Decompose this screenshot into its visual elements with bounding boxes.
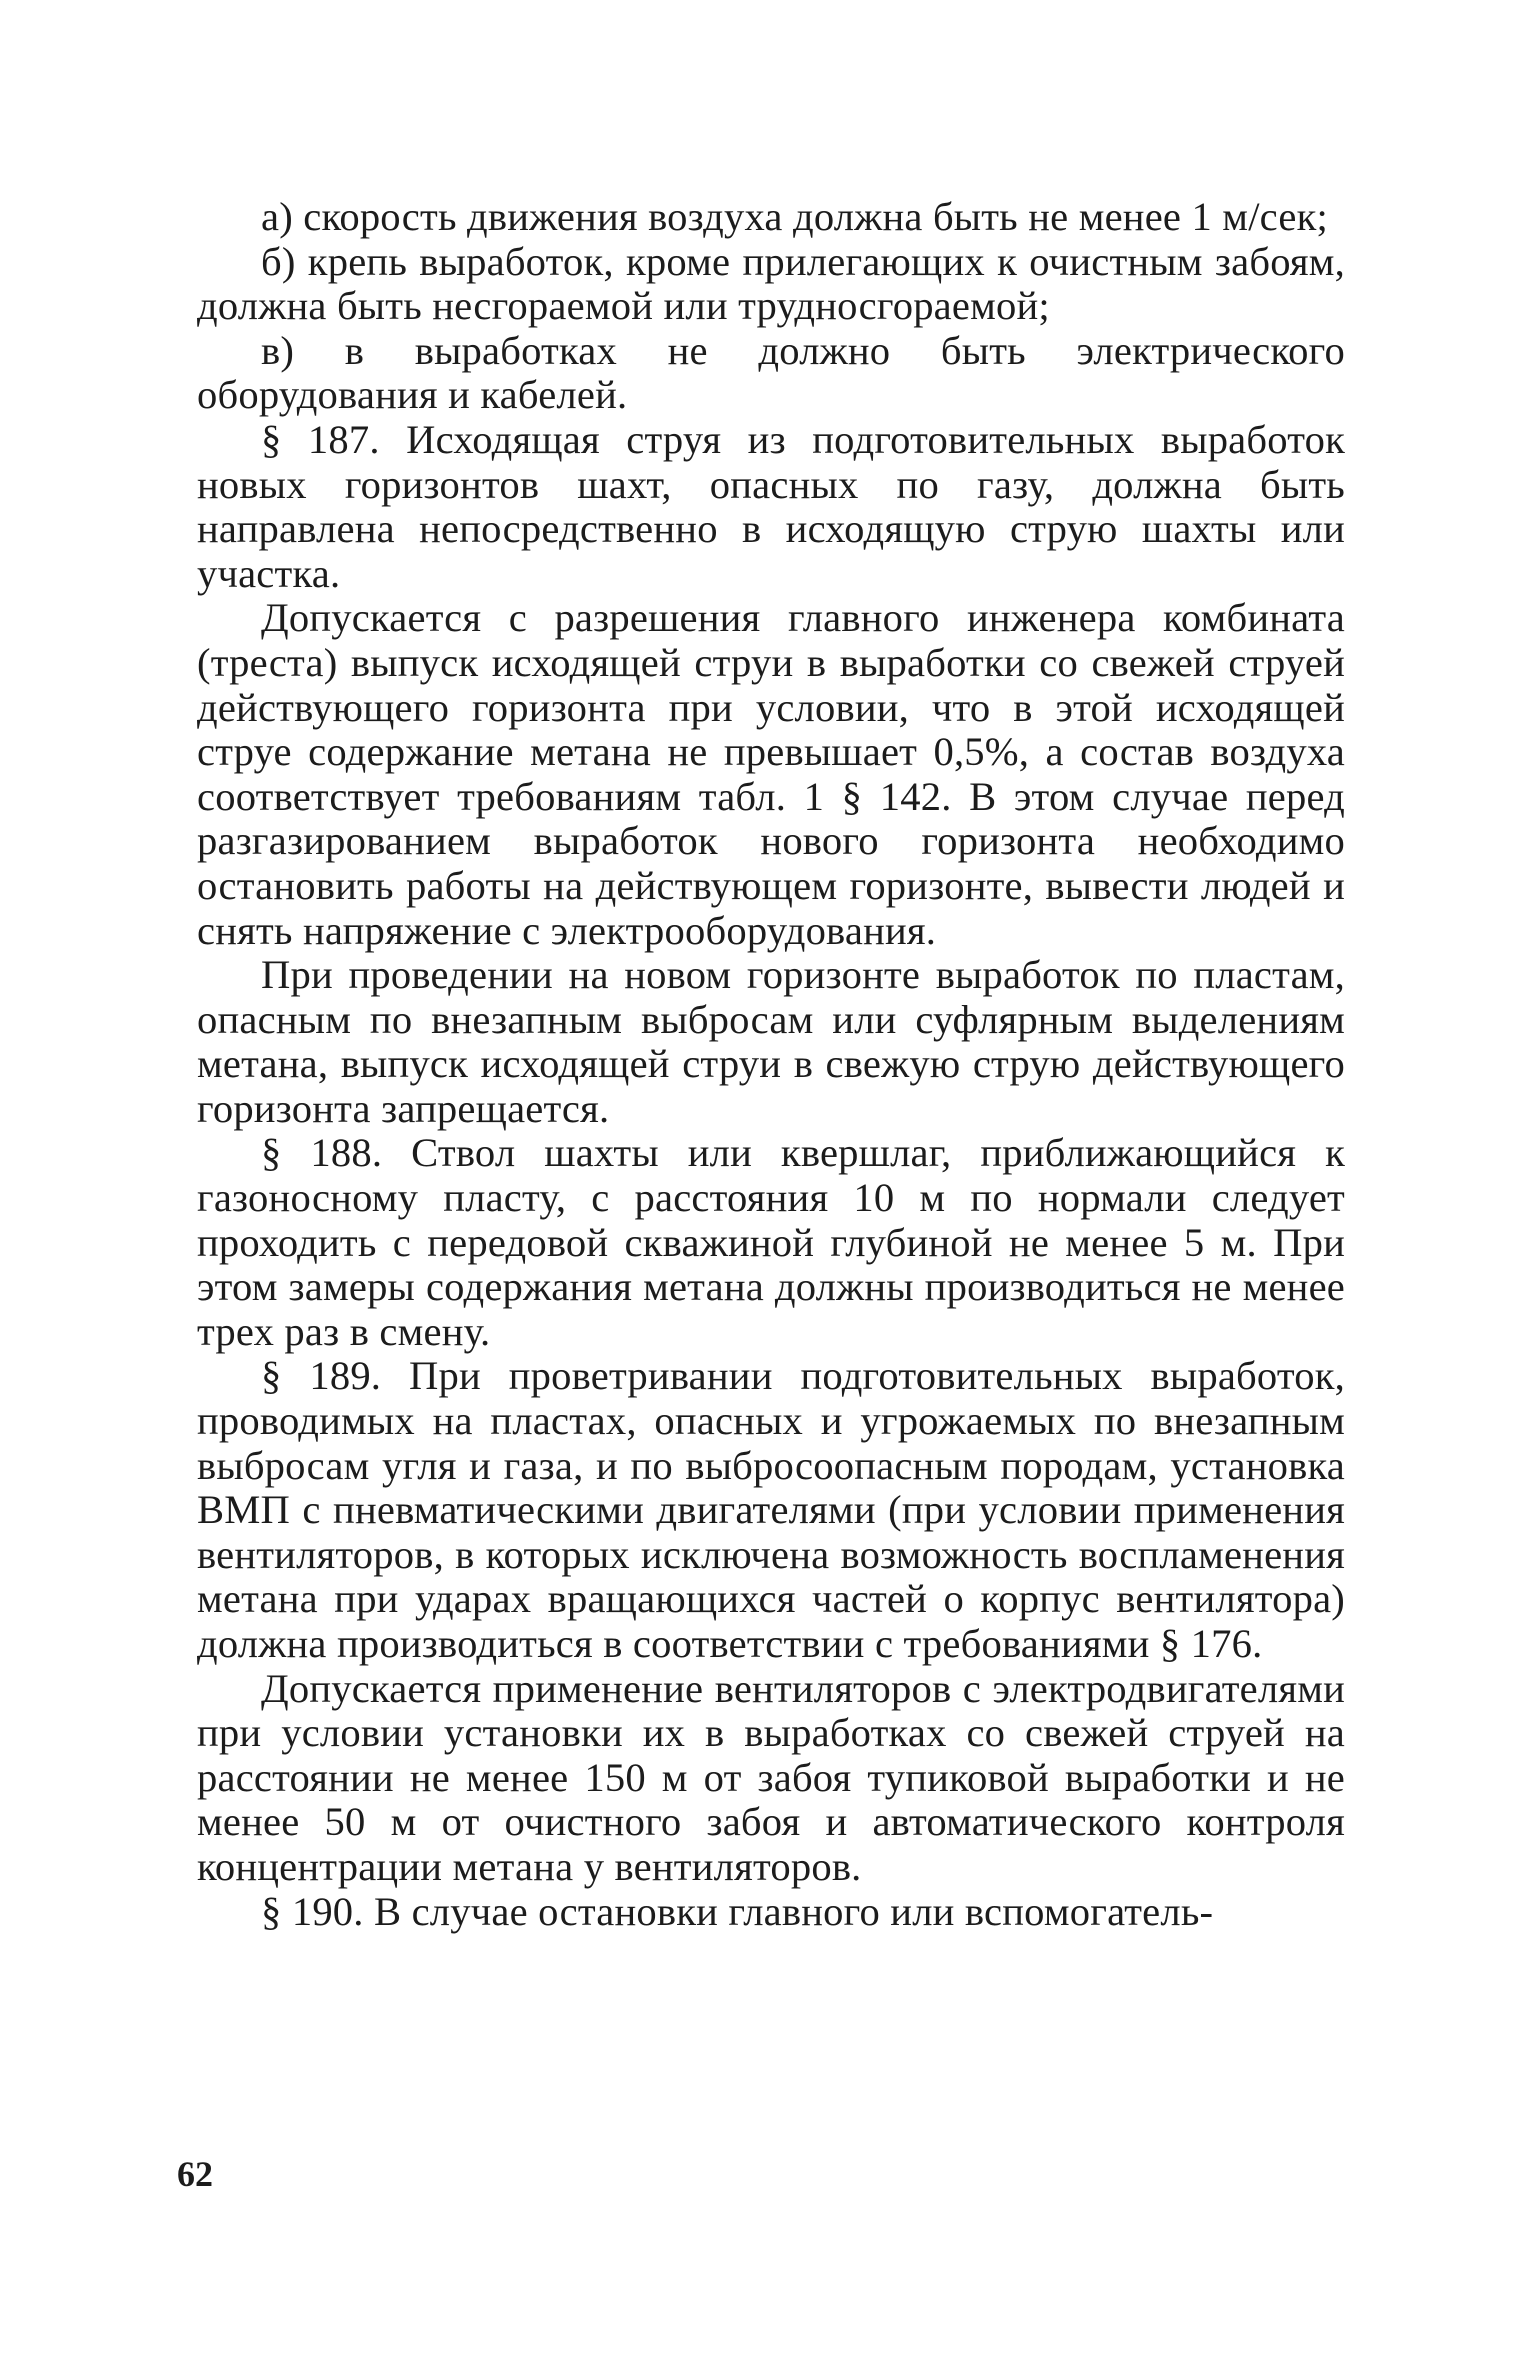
paragraph-187-permission: Допускается с разрешения главного инженера комбината (треста) выпуск исходящей струи в выработки со свежей струей действующего горизонта при условии, что в этой исходящей струе содержание метана не превышает 0,5%, а состав воздуха соответствует требованиям табл. 1 § 142. В этом случае перед разгазированием выработок нового горизонта необходимо остановить работы на действующем горизонте, вывести людей и снять напряжение с электрооборудования. (197, 595, 1345, 953)
paragraph-189-permission: Допускается применение вентиляторов с электродвигателями при условии установки их в выработках со свежей струей на расстоянии не менее 150 м от забоя тупиковой выработки и не менее 50 м от очистного забоя и автоматического контроля концентрации метана у вентиляторов. (197, 1665, 1345, 1889)
page-body (197, 195, 1345, 1934)
paragraph-section-187: § 187. Исходящая струя из подготовительных выработок новых горизонтов шахт, опасных по газу, должна быть направлена непосредственно в исходящую струю шахты или участка. (197, 416, 1345, 596)
paragraph-187-prohibition: При проведении на новом горизонте выработок по пластам, опасным по внезапным выбросам или суфлярным выделениям метана, выпуск исходящей струи в свежую струю действующего горизонта запрещается. (197, 952, 1345, 1131)
paragraph-item-a: а) скорость движения воздуха должна быть не менее 1 м/сек; (261, 194, 1328, 239)
paragraph-section-189: § 189. При проветривании подготовительных выработок, проводимых на пластах, опасных и угрожаемых по внезапным выбросам угля и газа, и по выбросоопасным породам, установка ВМП с пневматическими двигателями (при условии применения вентиляторов, в которых исключена возможность воспламенения метана при ударах вращающихся частей о корпус вентилятора) должна производиться в соответствии с требованиями § 176. (197, 1353, 1345, 1666)
paragraph-section-188: § 188. Ствол шахты или квершлаг, приближающийся к газоносному пласту, с расстояния 10 м по нормали следует проходить с передовой скважиной глубиной не менее 5 м. При этом замеры содержания метана должны производиться не менее трех раз в смену. (197, 1130, 1345, 1354)
paragraph-item-v: в) в выработках не должно быть электрического оборудования и кабелей. (197, 327, 1345, 418)
paragraph-section-190: § 190. В случае остановки главного или вспомогатель- (261, 1888, 1214, 1934)
page-number: 62 (177, 2154, 213, 2194)
paragraph-item-b: б) крепь выработок, кроме прилегающих к очистным забоям, должна быть несгораемой или трудносгораемой; (197, 238, 1345, 329)
